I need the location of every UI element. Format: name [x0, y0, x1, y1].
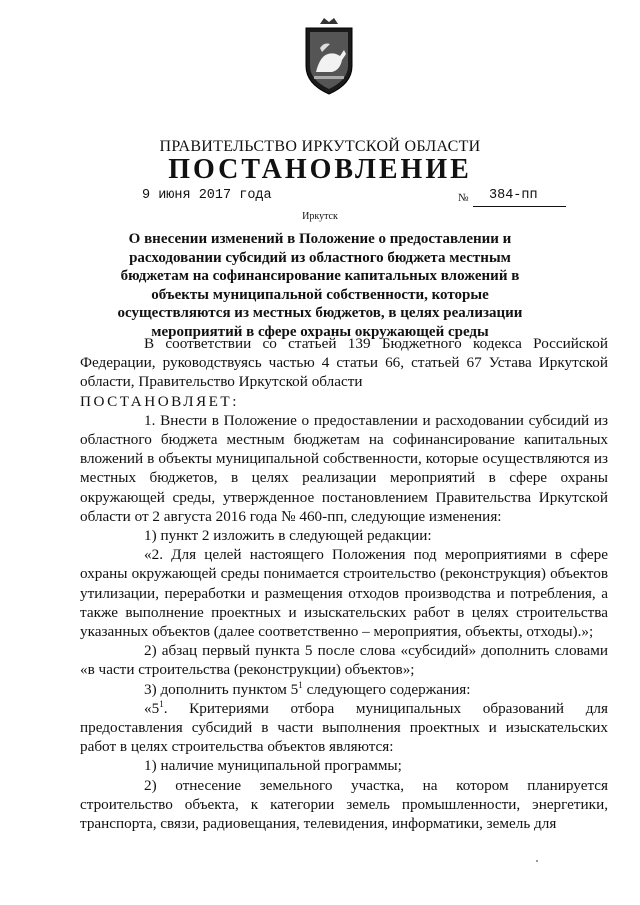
organization-name: ПРАВИТЕЛЬСТВО ИРКУТСКОЙ ОБЛАСТИ: [159, 138, 481, 155]
superscript-1b: 1: [159, 698, 164, 709]
superscript-1: 1: [298, 679, 303, 690]
document-subject: О внесении изменений в Положение о предоставлении и расходовании субсидий из областного бюджета местным бюджетам на софинансирование капитальных вложений в объекты муниципальной собственности, которые осуществляются из местных бюджетов, в целях реализации мероприятий в сфере охраны окружающей среды: [117, 231, 523, 340]
subitem-3-paragraph: [80, 680, 608, 699]
preamble-paragraph: В соответствии со статьей 139 Бюджетного кодекса Российской Федерации, руководствуясь частью 4 статьи 66, статьей 67 Устава Иркутской области, Правительство Иркутской области: [80, 335, 608, 391]
document-body: [80, 334, 608, 833]
quoted-item-5-1-text: . Критериями отбора муниципальных образований для предоставления субсидий в части выполнения проектных и изыскательских работ в целях строительства объектов являются:: [80, 699, 608, 756]
subitem-3-text: 3) дополнить пунктом 5: [144, 680, 299, 698]
number-sign: №: [458, 192, 469, 204]
number-underline: [473, 206, 566, 207]
quoted-item-5-1-start: «5: [144, 699, 160, 717]
coat-of-arms-emblem: [300, 14, 358, 96]
quoted-item-5-1-paragraph: [80, 699, 608, 757]
resolves-heading: ПОСТАНОВЛЯЕТ:: [80, 392, 239, 410]
quoted-item-2-paragraph: «2. Для целей настоящего Положения под мероприятиями в сфере охраны окружающей среды понимается строительство (реконструкция) объектов утилизации, переработки и размещения отходов производства и потребления, а также выполнение проектных и изыскательских работ в целях строительства указанных объектов (далее соответственно – мероприятия, объекты, отходы).»;: [80, 546, 608, 641]
subitem-2-paragraph: 2) абзац первый пункта 5 после слова «субсидий» дополнить словами «в части строительства (реконструкции) объектов»;: [80, 642, 608, 679]
criterion-2-paragraph: 2) отнесение земельного участка, на котором планируется строительство объекта, к категории земель промышленности, энергетики, транспорта, связи, радиовещания, телевидения, информатики, земель для: [80, 776, 608, 833]
document-date: 9 июня 2017 года: [142, 188, 272, 203]
criterion-1-paragraph: 1) наличие муниципальной программы;: [144, 757, 402, 775]
subitem-3-text-end: следующего содержания:: [302, 680, 471, 698]
document-type-title: ПОСТАНОВЛЕНИЕ: [168, 154, 472, 185]
subitem-1-paragraph: 1) пункт 2 изложить в следующей редакции:: [144, 527, 432, 545]
document-number: 384-пп: [489, 188, 538, 203]
city-name: Иркутск: [302, 211, 338, 222]
scan-speck: [536, 860, 538, 862]
item-1-paragraph: 1. Внести в Положение о предоставлении и расходовании субсидий из областного бюджета местным бюджетам на софинансирование капитальных вложений в объекты муниципальной собственности, которые осуществляются из местных бюджетов, в целях реализации мероприятий в сфере охраны окружающей среды, утвержденное постановлением Правительства Иркутской области от 2 августа 2016 года № 460-пп, следующие изменения:: [80, 411, 608, 525]
